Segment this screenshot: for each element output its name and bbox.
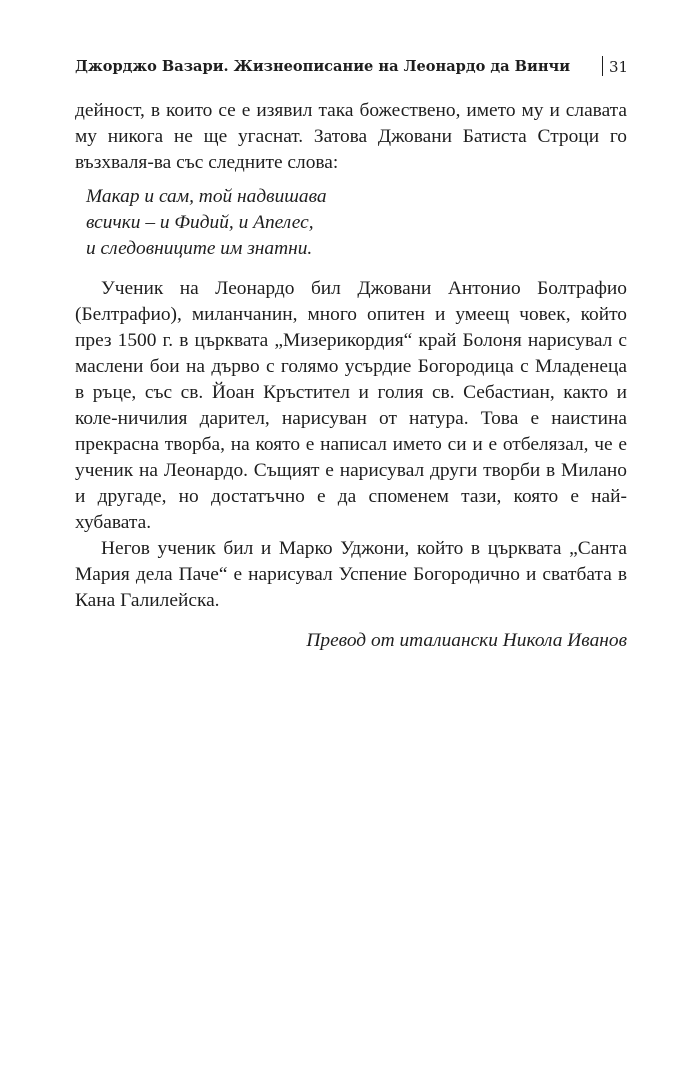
verse-line: всички – и Фидий, и Апелес,: [86, 212, 314, 233]
header-divider: [602, 56, 603, 76]
translator-credit: Превод от италиански Никола Иванов: [306, 630, 627, 651]
verse-line: Макар и сам, той надвишава: [86, 186, 327, 207]
body-text: [75, 98, 627, 654]
paragraph-boltraffio: Ученик на Леонардо бил Джовани Антонио Болтрафио (Белтрафио), миланчанин, много опитен и умеещ човек, който през 1500 г. в църквата „Мизерикордия“ край Болоня нарисувал с маслени бои на дърво с голямо усърдие Богородица с Младенеца в ръце, със св. Йоан Кръстител и голия св. Себастиан, както и коле-ничилия дарител, нарисуван от натура. Това е наистина прекрасна творба, на която е написал името си и е отбелязал, че е ученик на Леонардо. Същият е нарисувал други творби в Милано и другаде, но достатъчно е да споменем тази, която е най-хубавата.: [75, 278, 627, 533]
page-header: [75, 54, 630, 80]
paragraph-oggiono: Негов ученик бил и Марко Уджони, който в църквата „Санта Мария дела Паче“ е нарисувал Успение Богородично и сватбата в Кана Галилейска.: [75, 538, 627, 611]
running-title: Джорджо Вазари. Жизнеописание на Леонардо да Винчи: [75, 58, 571, 75]
intro-paragraph: дейност, в които се е изявил така божествено, името му и славата му никога не ще угаснат. Затова Джовани Батиста Строци го възхваля-ва със следните слова:: [75, 100, 627, 173]
verse-quote: [86, 184, 627, 262]
verse-line: и следовниците им знатни.: [86, 238, 313, 259]
page-number: 31: [609, 58, 629, 76]
